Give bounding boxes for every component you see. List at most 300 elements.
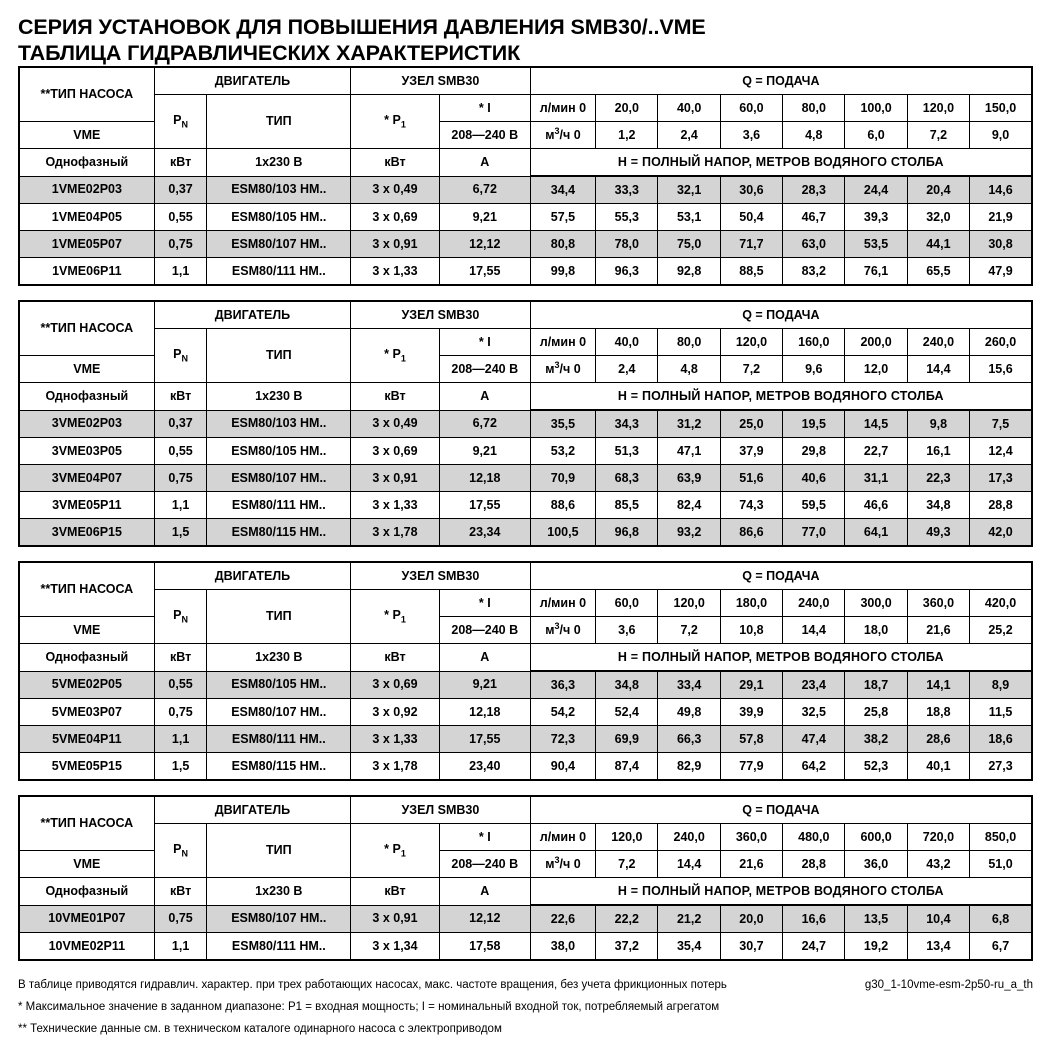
header-motor: ДВИГАТЕЛЬ xyxy=(154,796,350,824)
cell-h-7: 42,0 xyxy=(970,519,1032,547)
cell-h-1: 52,4 xyxy=(596,699,658,726)
flow-lmin-5: 100,0 xyxy=(845,95,907,122)
cell-h-7: 6,7 xyxy=(970,933,1032,961)
cell-h-1: 22,2 xyxy=(596,905,658,933)
cell-h-7: 21,9 xyxy=(970,204,1032,231)
flow-lmin-7: 150,0 xyxy=(970,95,1032,122)
header-pump-type: **ТИП НАСОСА xyxy=(19,67,154,122)
flow-m3h-6: 21,6 xyxy=(907,617,969,644)
cell-i: 12,12 xyxy=(439,231,530,258)
header-phase-volt: 1x230 В xyxy=(207,383,351,411)
cell-i: 12,12 xyxy=(439,905,530,933)
flow-m3h-5: 18,0 xyxy=(845,617,907,644)
flow-lmin-2: 240,0 xyxy=(658,824,720,851)
cell-h-4: 19,5 xyxy=(783,410,845,438)
cell-pump: 10VME01P07 xyxy=(19,905,154,933)
cell-h-0: 54,2 xyxy=(530,699,595,726)
table-header-row-4 xyxy=(19,383,1032,411)
cell-h-3: 25,0 xyxy=(720,410,782,438)
cell-h-5: 18,7 xyxy=(845,671,907,699)
footnotes xyxy=(0,975,1051,1041)
cell-h-4: 16,6 xyxy=(783,905,845,933)
header-lmin: л/мин 0 xyxy=(530,590,595,617)
cell-i: 17,55 xyxy=(439,492,530,519)
cell-pump: 5VME02P05 xyxy=(19,671,154,699)
header-single-phase: Однофазный xyxy=(19,383,154,411)
table-row xyxy=(19,753,1032,781)
header-single-phase: Однофазный xyxy=(19,644,154,672)
flow-m3h-2: 7,2 xyxy=(658,617,720,644)
table-header-row xyxy=(19,67,1032,95)
cell-h-6: 22,3 xyxy=(907,465,969,492)
cell-h-6: 28,6 xyxy=(907,726,969,753)
cell-p1: 3 x 0,49 xyxy=(351,410,440,438)
cell-h-4: 23,4 xyxy=(783,671,845,699)
cell-h-1: 33,3 xyxy=(596,176,658,204)
cell-h-6: 32,0 xyxy=(907,204,969,231)
flow-lmin-1: 20,0 xyxy=(596,95,658,122)
cell-pump: 1VME05P07 xyxy=(19,231,154,258)
cell-h-4: 47,4 xyxy=(783,726,845,753)
table-row xyxy=(19,465,1032,492)
header-p1: * $P_1$ xyxy=(351,824,440,878)
flow-m3h-7: 51,0 xyxy=(970,851,1032,878)
cell-h-4: 46,7 xyxy=(783,204,845,231)
flow-m3h-1: 3,6 xyxy=(596,617,658,644)
cell-h-0: 88,6 xyxy=(530,492,595,519)
header-m3h: $м^3/ч$ 0 xyxy=(530,617,595,644)
cell-h-7: 12,4 xyxy=(970,438,1032,465)
cell-pn: 1,5 xyxy=(154,519,207,547)
header-pn: $P_N$ xyxy=(154,590,207,644)
header-phase-volt: 1x230 В xyxy=(207,878,351,906)
cell-h-2: 63,9 xyxy=(658,465,720,492)
cell-h-7: 6,8 xyxy=(970,905,1032,933)
cell-h-5: 38,2 xyxy=(845,726,907,753)
cell-h-1: 34,8 xyxy=(596,671,658,699)
header-kvt: кВт xyxy=(154,383,207,411)
flow-m3h-2: 2,4 xyxy=(658,122,720,149)
document-code: g30_1-10vme-esm-2p50-ru_a_th xyxy=(864,979,1033,992)
flow-m3h-3: 3,6 xyxy=(720,122,782,149)
header-unit: УЗЕЛ SMB30 xyxy=(351,796,531,824)
header-pump-type: **ТИП НАСОСА xyxy=(19,301,154,356)
cell-pn: 1,1 xyxy=(154,492,207,519)
header-amp: A xyxy=(439,644,530,672)
table-header-row-4 xyxy=(19,644,1032,672)
cell-h-0: 35,5 xyxy=(530,410,595,438)
cell-h-1: 68,3 xyxy=(596,465,658,492)
tables-container xyxy=(0,66,1051,961)
cell-h-3: 88,5 xyxy=(720,258,782,286)
flow-m3h-3: 21,6 xyxy=(720,851,782,878)
cell-type: ESM80/111 HM.. xyxy=(207,933,351,961)
cell-h-0: 90,4 xyxy=(530,753,595,781)
cell-h-2: 32,1 xyxy=(658,176,720,204)
cell-p1: 3 x 0,91 xyxy=(351,905,440,933)
flow-m3h-2: 14,4 xyxy=(658,851,720,878)
flow-lmin-5: 300,0 xyxy=(845,590,907,617)
cell-pn: 1,1 xyxy=(154,933,207,961)
cell-type: ESM80/111 HM.. xyxy=(207,258,351,286)
flow-m3h-6: 43,2 xyxy=(907,851,969,878)
cell-pn: 0,37 xyxy=(154,176,207,204)
flow-m3h-2: 4,8 xyxy=(658,356,720,383)
cell-h-3: 39,9 xyxy=(720,699,782,726)
header-type: ТИП xyxy=(207,590,351,644)
cell-p1: 3 x 0,91 xyxy=(351,465,440,492)
cell-h-1: 85,5 xyxy=(596,492,658,519)
cell-h-0: 72,3 xyxy=(530,726,595,753)
cell-h-6: 40,1 xyxy=(907,753,969,781)
header-vme: VME xyxy=(19,356,154,383)
flow-lmin-3: 120,0 xyxy=(720,329,782,356)
header-pn: $P_N$ xyxy=(154,824,207,878)
cell-h-6: 20,4 xyxy=(907,176,969,204)
cell-p1: 3 x 0,49 xyxy=(351,176,440,204)
cell-type: ESM80/111 HM.. xyxy=(207,726,351,753)
cell-h-2: 93,2 xyxy=(658,519,720,547)
header-amp: A xyxy=(439,149,530,177)
table-row xyxy=(19,933,1032,961)
cell-pn: 0,75 xyxy=(154,465,207,492)
cell-h-2: 21,2 xyxy=(658,905,720,933)
flow-lmin-7: 420,0 xyxy=(970,590,1032,617)
table-header-row xyxy=(19,301,1032,329)
flow-m3h-7: 15,6 xyxy=(970,356,1032,383)
header-m3h: $м^3/ч$ 0 xyxy=(530,356,595,383)
cell-h-2: 75,0 xyxy=(658,231,720,258)
page-title-line1: СЕРИЯ УСТАНОВОК ДЛЯ ПОВЫШЕНИЯ ДАВЛЕНИЯ SMB30/..VME xyxy=(18,15,706,39)
header-volt-range: 208—240 В xyxy=(439,617,530,644)
table-row xyxy=(19,410,1032,438)
cell-h-3: 20,0 xyxy=(720,905,782,933)
header-q-supply: Q = ПОДАЧА xyxy=(530,562,1032,590)
flow-lmin-2: 40,0 xyxy=(658,95,720,122)
header-i: * I xyxy=(439,590,530,617)
cell-h-2: 35,4 xyxy=(658,933,720,961)
header-unit: УЗЕЛ SMB30 xyxy=(351,301,531,329)
cell-h-1: 37,2 xyxy=(596,933,658,961)
table-header-row-2 xyxy=(19,824,1032,851)
cell-h-5: 19,2 xyxy=(845,933,907,961)
flow-m3h-4: 4,8 xyxy=(783,122,845,149)
table-row xyxy=(19,905,1032,933)
cell-h-5: 14,5 xyxy=(845,410,907,438)
cell-h-2: 31,2 xyxy=(658,410,720,438)
cell-h-6: 16,1 xyxy=(907,438,969,465)
header-napor: H = ПОЛНЫЙ НАПОР, МЕТРОВ ВОДЯНОГО СТОЛБА xyxy=(530,878,1032,906)
cell-p1: 3 x 0,69 xyxy=(351,438,440,465)
flow-m3h-4: 28,8 xyxy=(783,851,845,878)
flow-lmin-7: 260,0 xyxy=(970,329,1032,356)
cell-i: 9,21 xyxy=(439,671,530,699)
cell-h-6: 14,1 xyxy=(907,671,969,699)
cell-h-4: 29,8 xyxy=(783,438,845,465)
cell-p1: 3 x 0,69 xyxy=(351,671,440,699)
cell-i: 23,40 xyxy=(439,753,530,781)
cell-i: 17,58 xyxy=(439,933,530,961)
flow-lmin-1: 120,0 xyxy=(596,824,658,851)
footnote-3: ** Технические данные см. в техническом каталоге одинарного насоса с электроприводом xyxy=(18,1023,502,1036)
header-lmin: л/мин 0 xyxy=(530,824,595,851)
cell-h-2: 47,1 xyxy=(658,438,720,465)
flow-m3h-3: 10,8 xyxy=(720,617,782,644)
header-type: ТИП xyxy=(207,824,351,878)
header-motor: ДВИГАТЕЛЬ xyxy=(154,562,350,590)
header-unit: УЗЕЛ SMB30 xyxy=(351,67,531,95)
cell-pn: 0,75 xyxy=(154,699,207,726)
header-q-supply: Q = ПОДАЧА xyxy=(530,796,1032,824)
flow-lmin-5: 200,0 xyxy=(845,329,907,356)
cell-h-2: 33,4 xyxy=(658,671,720,699)
cell-h-4: 77,0 xyxy=(783,519,845,547)
cell-h-1: 96,3 xyxy=(596,258,658,286)
cell-h-4: 83,2 xyxy=(783,258,845,286)
header-kvt: кВт xyxy=(154,644,207,672)
cell-h-1: 34,3 xyxy=(596,410,658,438)
cell-h-6: 44,1 xyxy=(907,231,969,258)
flow-m3h-5: 12,0 xyxy=(845,356,907,383)
cell-p1: 3 x 1,33 xyxy=(351,492,440,519)
cell-h-7: 30,8 xyxy=(970,231,1032,258)
table-header-row-4 xyxy=(19,149,1032,177)
flow-m3h-1: 7,2 xyxy=(596,851,658,878)
cell-h-7: 11,5 xyxy=(970,699,1032,726)
cell-h-4: 40,6 xyxy=(783,465,845,492)
cell-h-3: 51,6 xyxy=(720,465,782,492)
cell-pn: 0,55 xyxy=(154,438,207,465)
footnote-row-1 xyxy=(18,975,1033,997)
header-amp: A xyxy=(439,878,530,906)
table-row xyxy=(19,519,1032,547)
cell-pn: 0,75 xyxy=(154,231,207,258)
flow-lmin-6: 720,0 xyxy=(907,824,969,851)
flow-m3h-1: 2,4 xyxy=(596,356,658,383)
header-phase-volt: 1x230 В xyxy=(207,644,351,672)
cell-h-5: 22,7 xyxy=(845,438,907,465)
cell-h-3: 30,6 xyxy=(720,176,782,204)
cell-i: 9,21 xyxy=(439,204,530,231)
cell-p1: 3 x 1,34 xyxy=(351,933,440,961)
table-row xyxy=(19,176,1032,204)
table-header-row-2 xyxy=(19,95,1032,122)
cell-h-7: 17,3 xyxy=(970,465,1032,492)
footnote-2: * Максимальное значение в заданном диапазоне: P1 = входная мощность; I = номинальный входной ток, потребляемый агрегатом xyxy=(18,1001,720,1014)
cell-h-6: 49,3 xyxy=(907,519,969,547)
flow-m3h-4: 14,4 xyxy=(783,617,845,644)
header-volt-range: 208—240 В xyxy=(439,356,530,383)
cell-h-3: 29,1 xyxy=(720,671,782,699)
cell-h-5: 53,5 xyxy=(845,231,907,258)
header-q-supply: Q = ПОДАЧА xyxy=(530,67,1032,95)
flow-m3h-6: 14,4 xyxy=(907,356,969,383)
header-napor: H = ПОЛНЫЙ НАПОР, МЕТРОВ ВОДЯНОГО СТОЛБА xyxy=(530,149,1032,177)
header-lmin: л/мин 0 xyxy=(530,329,595,356)
flow-m3h-7: 9,0 xyxy=(970,122,1032,149)
page-title xyxy=(0,0,1051,66)
cell-pn: 1,5 xyxy=(154,753,207,781)
cell-i: 17,55 xyxy=(439,726,530,753)
hydraulic-table-4 xyxy=(18,795,1033,961)
flow-lmin-6: 360,0 xyxy=(907,590,969,617)
cell-h-6: 18,8 xyxy=(907,699,969,726)
cell-h-1: 87,4 xyxy=(596,753,658,781)
cell-h-6: 9,8 xyxy=(907,410,969,438)
cell-type: ESM80/107 HM.. xyxy=(207,699,351,726)
header-napor: H = ПОЛНЫЙ НАПОР, МЕТРОВ ВОДЯНОГО СТОЛБА xyxy=(530,644,1032,672)
cell-p1: 3 x 0,91 xyxy=(351,231,440,258)
cell-h-0: 53,2 xyxy=(530,438,595,465)
header-type: ТИП xyxy=(207,329,351,383)
table-row xyxy=(19,258,1032,286)
cell-h-1: 69,9 xyxy=(596,726,658,753)
cell-h-2: 92,8 xyxy=(658,258,720,286)
cell-i: 6,72 xyxy=(439,176,530,204)
header-phase-volt: 1x230 В xyxy=(207,149,351,177)
cell-h-5: 31,1 xyxy=(845,465,907,492)
cell-i: 6,72 xyxy=(439,410,530,438)
header-kvt2: кВт xyxy=(351,878,440,906)
cell-h-2: 82,4 xyxy=(658,492,720,519)
table-header-row xyxy=(19,562,1032,590)
header-p1: * $P_1$ xyxy=(351,329,440,383)
header-vme: VME xyxy=(19,851,154,878)
cell-h-4: 59,5 xyxy=(783,492,845,519)
header-vme: VME xyxy=(19,617,154,644)
header-pn: $P_N$ xyxy=(154,329,207,383)
flow-lmin-3: 180,0 xyxy=(720,590,782,617)
cell-type: ESM80/107 HM.. xyxy=(207,231,351,258)
header-unit: УЗЕЛ SMB30 xyxy=(351,562,531,590)
cell-h-0: 22,6 xyxy=(530,905,595,933)
cell-pump: 10VME02P11 xyxy=(19,933,154,961)
cell-h-3: 86,6 xyxy=(720,519,782,547)
cell-h-1: 51,3 xyxy=(596,438,658,465)
flow-lmin-2: 80,0 xyxy=(658,329,720,356)
cell-h-3: 74,3 xyxy=(720,492,782,519)
header-pn: $P_N$ xyxy=(154,95,207,149)
flow-lmin-6: 240,0 xyxy=(907,329,969,356)
header-m3h: $м^3/ч$ 0 xyxy=(530,122,595,149)
cell-h-3: 71,7 xyxy=(720,231,782,258)
cell-type: ESM80/115 HM.. xyxy=(207,753,351,781)
cell-h-2: 66,3 xyxy=(658,726,720,753)
header-kvt2: кВт xyxy=(351,383,440,411)
cell-pn: 0,55 xyxy=(154,204,207,231)
header-i: * I xyxy=(439,824,530,851)
flow-lmin-3: 360,0 xyxy=(720,824,782,851)
header-p1: * $P_1$ xyxy=(351,590,440,644)
cell-h-3: 77,9 xyxy=(720,753,782,781)
cell-p1: 3 x 1,78 xyxy=(351,753,440,781)
cell-h-7: 7,5 xyxy=(970,410,1032,438)
cell-h-7: 27,3 xyxy=(970,753,1032,781)
cell-type: ESM80/111 HM.. xyxy=(207,492,351,519)
cell-h-3: 37,9 xyxy=(720,438,782,465)
table-row xyxy=(19,671,1032,699)
cell-pump: 1VME02P03 xyxy=(19,176,154,204)
header-kvt2: кВт xyxy=(351,644,440,672)
header-kvt2: кВт xyxy=(351,149,440,177)
flow-lmin-4: 160,0 xyxy=(783,329,845,356)
cell-p1: 3 x 0,92 xyxy=(351,699,440,726)
cell-i: 9,21 xyxy=(439,438,530,465)
cell-p1: 3 x 1,33 xyxy=(351,258,440,286)
flow-m3h-3: 7,2 xyxy=(720,356,782,383)
cell-pn: 0,37 xyxy=(154,410,207,438)
cell-h-4: 63,0 xyxy=(783,231,845,258)
hydraulic-table-2 xyxy=(18,300,1033,547)
cell-h-5: 25,8 xyxy=(845,699,907,726)
cell-i: 17,55 xyxy=(439,258,530,286)
flow-lmin-3: 60,0 xyxy=(720,95,782,122)
cell-h-0: 80,8 xyxy=(530,231,595,258)
cell-h-2: 53,1 xyxy=(658,204,720,231)
cell-h-1: 96,8 xyxy=(596,519,658,547)
cell-h-7: 18,6 xyxy=(970,726,1032,753)
cell-pump: 1VME04P05 xyxy=(19,204,154,231)
flow-lmin-4: 80,0 xyxy=(783,95,845,122)
flow-m3h-1: 1,2 xyxy=(596,122,658,149)
cell-pump: 3VME03P05 xyxy=(19,438,154,465)
cell-h-1: 78,0 xyxy=(596,231,658,258)
cell-pump: 5VME04P11 xyxy=(19,726,154,753)
cell-h-1: 55,3 xyxy=(596,204,658,231)
cell-h-5: 24,4 xyxy=(845,176,907,204)
flow-m3h-5: 6,0 xyxy=(845,122,907,149)
cell-h-5: 64,1 xyxy=(845,519,907,547)
cell-pump: 1VME06P11 xyxy=(19,258,154,286)
flow-lmin-4: 240,0 xyxy=(783,590,845,617)
cell-p1: 3 x 1,78 xyxy=(351,519,440,547)
cell-type: ESM80/103 HM.. xyxy=(207,176,351,204)
cell-h-5: 52,3 xyxy=(845,753,907,781)
cell-h-7: 8,9 xyxy=(970,671,1032,699)
header-napor: H = ПОЛНЫЙ НАПОР, МЕТРОВ ВОДЯНОГО СТОЛБА xyxy=(530,383,1032,411)
table-header-row-2 xyxy=(19,590,1032,617)
header-m3h: $м^3/ч$ 0 xyxy=(530,851,595,878)
cell-h-6: 34,8 xyxy=(907,492,969,519)
cell-h-7: 47,9 xyxy=(970,258,1032,286)
header-i: * I xyxy=(439,329,530,356)
cell-h-0: 70,9 xyxy=(530,465,595,492)
table-row xyxy=(19,204,1032,231)
table-row xyxy=(19,726,1032,753)
header-single-phase: Однофазный xyxy=(19,149,154,177)
header-pump-type: **ТИП НАСОСА xyxy=(19,796,154,851)
header-motor: ДВИГАТЕЛЬ xyxy=(154,67,350,95)
cell-pump: 5VME05P15 xyxy=(19,753,154,781)
header-pump-type: **ТИП НАСОСА xyxy=(19,562,154,617)
cell-pn: 0,55 xyxy=(154,671,207,699)
table-row xyxy=(19,699,1032,726)
header-single-phase: Однофазный xyxy=(19,878,154,906)
cell-h-5: 39,3 xyxy=(845,204,907,231)
hydraulic-table-3 xyxy=(18,561,1033,781)
cell-type: ESM80/107 HM.. xyxy=(207,905,351,933)
header-kvt: кВт xyxy=(154,878,207,906)
cell-h-3: 50,4 xyxy=(720,204,782,231)
table-header-row xyxy=(19,796,1032,824)
cell-h-7: 14,6 xyxy=(970,176,1032,204)
flow-m3h-7: 25,2 xyxy=(970,617,1032,644)
cell-h-0: 100,5 xyxy=(530,519,595,547)
cell-h-0: 34,4 xyxy=(530,176,595,204)
cell-h-7: 28,8 xyxy=(970,492,1032,519)
cell-pump: 3VME05P11 xyxy=(19,492,154,519)
header-q-supply: Q = ПОДАЧА xyxy=(530,301,1032,329)
